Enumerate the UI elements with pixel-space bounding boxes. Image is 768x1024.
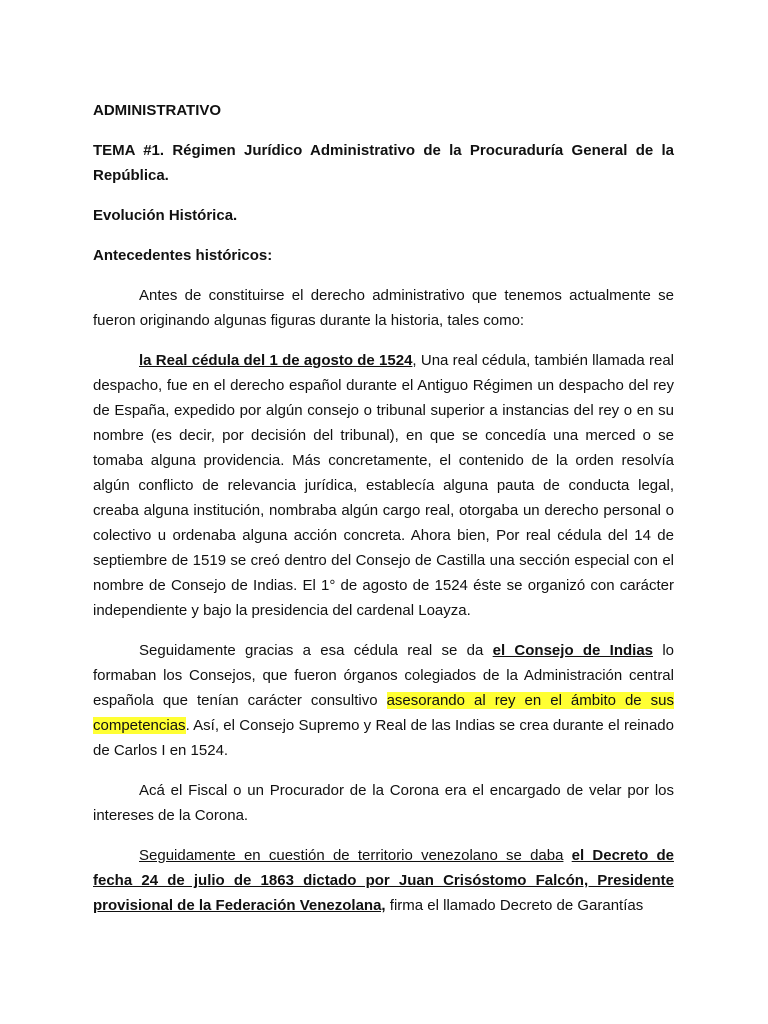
- paragraph-fiscal: [93, 778, 674, 828]
- subheading-historical-background: Antecedentes históricos:: [93, 247, 273, 264]
- paragraph-consejo-indias: [93, 638, 674, 763]
- topic-heading: TEMA #1. Régimen Jurídico Administrativo de la Procuraduría General de la República.: [93, 142, 674, 184]
- consejo-text-2: lo formaban los Consejos, que fueron órganos colegiados de la Administración central española que tenían carácter consultivo: [93, 642, 674, 709]
- paragraph-intro-text: Antes de constituirse el derecho administrativo que tenemos actualmente se fueron originando algunas figuras durante la historia, tales como:: [93, 287, 674, 329]
- consejo-text-3: . Así, el Consejo Supremo y Real de las Indias se crea durante el reinado de Carlos I en 1524.: [93, 717, 674, 759]
- decreto-text: firma el llamado Decreto de Garantías: [385, 897, 644, 914]
- section-title: ADMINISTRATIVO: [93, 102, 222, 119]
- paragraph-decreto: [93, 843, 674, 918]
- paragraph-intro: [93, 283, 674, 333]
- consejo-text-1: Seguidamente gracias a esa cédula real se da: [139, 642, 493, 659]
- document-page: [93, 98, 674, 933]
- real-cedula-text: , Una real cédula, también llamada real despacho, fue en el derecho español durante el Antiguo Régimen un despacho del rey de España, expedido por algún consejo o tribunal superior a instancias del rey o en su nombre (es decir, por decisión del tribunal), en que se concedía una merced o se tomaba alguna providencia. Más concretamente, el contenido de la orden resolvía algún conflicto de relevancia jurídica, establecía alguna pauta de conducta legal, creaba alguna institución, nombraba algún cargo real, otorgaba un derecho personal o colectivo u ordenaba alguna acción concreta. Ahora bien, Por real cédula del 14 de septiembre de 1519 se creó dentro del Consejo de Castilla una sección especial con el nombre de Consejo de Indias. El 1° de agosto de 1524 éste se organizó con carácter independiente y bajo la presidencia del cardenal Loayza.: [93, 352, 674, 619]
- real-cedula-lead: la Real cédula del 1 de agosto de 1524: [139, 352, 413, 369]
- decreto-intro: Seguidamente en cuestión de territorio venezolano se daba: [139, 847, 564, 864]
- paragraph-real-cedula: [93, 348, 674, 623]
- subheading-historical-evolution: Evolución Histórica.: [93, 207, 238, 224]
- highlighted-phrase: asesorando al rey en el ámbito de sus competencias: [93, 692, 675, 734]
- consejo-indias-term: el Consejo de Indias: [492, 642, 654, 659]
- decreto-term: el Decreto de fecha 24 de julio de 1863 dictado por Juan Crisóstomo Falcón, Presidente provisional de la Federación Venezolana,: [93, 847, 674, 914]
- decreto-space: [563, 847, 571, 864]
- fiscal-text: Acá el Fiscal o un Procurador de la Corona era el encargado de velar por los intereses de la Corona.: [93, 782, 674, 824]
